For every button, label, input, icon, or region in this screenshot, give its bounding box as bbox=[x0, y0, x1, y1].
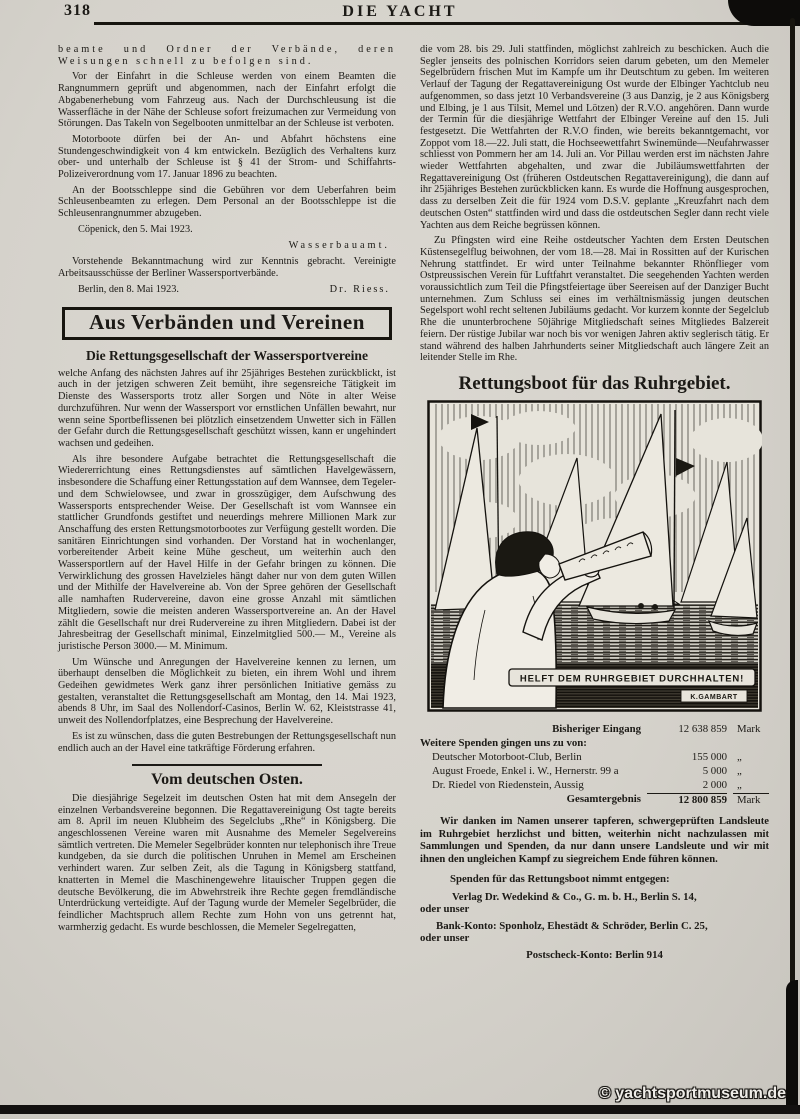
paragraph: Vorstehende Bekanntmachung wird zur Kenntnis gebracht. Vereinigte Arbeitsausschüsse der Berliner Wassersportverbände. bbox=[58, 256, 396, 279]
article-heading-rettungsboot: Rettungsboot für das Ruhrgebiet. bbox=[458, 372, 731, 394]
watermark: © yachtsportmuseum.de bbox=[599, 1085, 786, 1102]
illustration-signature: K.GAMBART bbox=[690, 693, 738, 701]
prior-total-amount: 12 638 859 bbox=[678, 723, 727, 736]
more-donations-label: Weitere Spenden gingen uns zu von: bbox=[420, 737, 587, 750]
address-oder-unser: oder unser bbox=[420, 931, 470, 944]
section-box-heading: Aus Verbänden und Vereinen bbox=[62, 307, 392, 340]
signature-wasserbauamt: Wasserbauamt. bbox=[288, 239, 390, 251]
address-oder-unser: oder unser bbox=[420, 903, 470, 916]
dateline-signature-row bbox=[58, 284, 390, 296]
dateline: Cöpenick, den 5. Mai 1923. bbox=[78, 223, 193, 235]
paragraph: Zu Pfingsten wird eine Reihe ostdeutscher Yachten dem Ersten Deutschen Küstensegelflug beiwohnen, der vom 18.—28. Mai in Rossitten auf der Kurischen Nehrung stattfindet. Er wird unter Teilnahme bekannter Rhönflieger vom Ostpreussischen Verein für Luftfahrt veranstaltet. Die seegehenden Yachten werden voraussichtlich zum Teil die Pfingstfeiertage über Seereisen auf der Danziger Bucht unternehmen. Zum Schluss sei eines im verhältnismässig jungen deutschen Segelsport wohl recht seltenen Jubiläums gedacht. Vor kurzem konnte der Segelclub Rhe die ununterbrochene 50jährige Mitgliedschaft seines Mitgliedes Balzereit feiern. Der rüstige Jubilar war noch bis vor wenigen Jahren aktiv seglerisch tätig. Er stand während des halben Jahrhunderts seiner Mitgliedschaft auch längere Zeit an leitender Stelle im Rhe. bbox=[420, 235, 769, 364]
signature-dr-riess: Dr. Riess. bbox=[329, 283, 390, 295]
scan-edge-right bbox=[790, 18, 795, 1076]
donor-unit: „ bbox=[737, 765, 742, 778]
prior-total-label: Bisheriger Eingang bbox=[552, 723, 641, 736]
paragraph: Die diesjährige Segelzeit im deutschen Osten hat mit dem Ansegeln der einzelnen Verbandsvereine begonnen. Die Regattavereinigung Ost tagte bereits am 8. April im neuen Klubheim des Segelclubs „Rhe“ in Königsberg. Die angeschlossenen Vereine waren mit Ausnahme des Memeler Segelvereins sämtlich vertreten. Die Memeler Segelbrüder konnten nur telephonisch ihre Treue kundgeben, da sie durch die politischen Unruhen in Memel am Erscheinen verhindert waren. Zur selben Zeit, als die Tagung in Königsberg stattfand, knatterten in Memel die Maschinengewehre litauischer Truppen gegen die deutsche Bevölkerung, die im Abwehrstreik ihre Rechte gegen fremdländische Unterdrückung verteidigte. Auf der Tagung wurde der Memeler Segelbrüder, die feindlicher Machtspruch allem Rechte zum Hohn von uns getrennt hat, warmherzig gedacht. Es wurde beschlossen, die Memeler Segelregatten, bbox=[58, 792, 396, 933]
address-postscheck-konto: Postscheck-Konto: Berlin 914 bbox=[526, 949, 663, 962]
header-rule bbox=[94, 22, 794, 25]
thanks-paragraph: Wir danken im Namen unserer tapferen, schwergeprüften Landsleute im Ruhrgebiet herzlichst und bitten, weiterhin nicht nachzulassen mit Sammlungen und Spenden, da nur dann unsere Landsleute und wir mit ihnen den ungleichen Kampf zu siegreichem Ende führen können. bbox=[420, 816, 769, 865]
paragraph: Um Wünsche und Anregungen der Havelvereine kennen zu lernen, um überhaupt denselben die Möglichkeit zu bieten, ein ihrem Wohl und ihrem Gedeihen gewidmetes Werk ganz ihrer persönlichen Initiative gemäss zu gestalten, veranstaltet die Rettungsgesellschaft am Montag, den 14. Mai 1923, abends 8 Uhr, im Saal des Nollendorf-Casinos, Berlin W. 62, Kleiststrasse 41, unweit des Nollendorfplatzes, eine Besprechung der Havelvereine. bbox=[58, 656, 396, 727]
scan-edge-bottom bbox=[0, 1105, 800, 1114]
donor-name: Dr. Riedel von Riedenstein, Aussig bbox=[432, 779, 584, 792]
grand-total-unit: Mark bbox=[733, 793, 769, 807]
paragraph: Motorboote dürfen bei der An- und Abfahrt höchstens eine Stundengeschwindigkeit von 4 km entwickeln. Bezüglich des Verhaltens kurz ober- und unterhalb der Schleuse ist § 41 der Strom- und Schiffahrts-Polizeiverordnung vom 17. Januar 1896 zu beachten. bbox=[58, 133, 396, 181]
right-column bbox=[420, 44, 769, 962]
donor-amount: 5 000 bbox=[702, 765, 727, 778]
page-number: 318 bbox=[64, 2, 91, 19]
address-bank-konto: Bank-Konto: Sponholz, Ehestädt & Schröder, Berlin C. 25, bbox=[436, 919, 708, 932]
left-column bbox=[58, 44, 396, 937]
article-heading-vom-deutschen-osten: Vom deutschen Osten. bbox=[151, 771, 303, 789]
sailboats-megaphone-drawing bbox=[427, 400, 762, 712]
paragraph: Es ist zu wünschen, dass die guten Bestrebungen der Rettungsgesellschaft nun endlich auch an der Havel eine tatkräftige Förderung erfahren. bbox=[58, 730, 396, 754]
article-heading-rettungsgesellschaft: Die Rettungsgesellschaft der Wassersportvereine bbox=[85, 348, 369, 364]
masthead-title: DIE YACHT bbox=[342, 3, 458, 20]
paragraph: welche Anfang des nächsten Jahres auf ihr 25jähriges Bestehen zurückblickt, ist auch in der jetzigen schweren Zeit bemüht, ihre segensreiche Tätigkeit im Dienste des Wassersports trotz aller Sorgen und Nöte in alter Weise durchzuführen. Nur wenn der Wassersport vor ernstlichen Unfällen bewahrt, nur wenn seine Sportbeflissenen bei plötzlich einsetzendem Unwetter sich in Fällen der Gefahr durch die Rettungsgesellschaft geschützt wissen, kann er ungehindert wachsen und gedeihen. bbox=[58, 367, 396, 449]
donor-amount: 155 000 bbox=[691, 751, 727, 764]
illustration-caption: HELFT DEM RUHRGEBIET DURCHHALTEN! bbox=[519, 673, 745, 685]
paragraph-continued: beamte und Ordner der Verbände, deren Weisungen schnell zu befolgen sind. bbox=[58, 44, 396, 67]
paragraph: Als ihre besondere Aufgabe betrachtet die Rettungsgesellschaft die Wiedererrichtung eines Rettungsdienstes auf sämtlichen Havelgewässern, insbesondere die Schaffung einer Rettungsstation auf dem Wannsee, dem Tegeler- und dem Schwielowsee, und zwar in grosszügiger, dem Aufschwung des Wassersports entsprechender Weise. Der Gesellschaft ist vom Wannsee ein stattlicher Grundfonds gestiftet und neuerdings mehrere Millionen Mark zur Anschaffung des ersten Rettungsmotorbootes zur Verfügung gestellt worden. Die sanitären Einrichtungen sind vorhanden. Der Vorstand hat in wochenlanger, vorbereitender Arbeit keine Mühe gescheut, um weiterhin auch den Wassersportlern auf der Havel Hilfe in der Gefahr bringen zu können. Die Verwirklichung des grossen Havelzieles hängt daher nur von dem guten Willen und der Mithilfe der Havelvereine ab. Von der Spree gehören der Gesellschaft alle namhaften Rudervereine, davon eine grosse Anzahl mit sämtlichen Mitgliedern, sowie die meisten anderen Wassersportvereine an. An der Havel zählt die Gesellschaft nur drei Rudervereine zu ihren Mitgliedern. Dabei ist der Jahresbeitrag der Gesellschaft minimal, Einzelmitglied 500.— M., Vereine als juristische Person 3000.— M. Minimum. bbox=[58, 453, 396, 652]
scan-edge-right-bottom bbox=[786, 980, 798, 1110]
prior-total-unit: Mark bbox=[737, 723, 761, 736]
ruhr-illustration bbox=[427, 400, 762, 716]
paragraph: An der Bootsschleppe sind die Gebühren vor dem Ueberfahren beim Schleusenbeamten zu erlegen. Dem Personal an der Bootsschleppe ist die Schleusenrangnummer abzugeben. bbox=[58, 184, 396, 220]
donations-table bbox=[420, 723, 769, 807]
section-divider bbox=[132, 764, 322, 766]
grand-total-label: Gesamtergebnis bbox=[566, 793, 641, 806]
donor-unit: „ bbox=[737, 779, 742, 792]
grand-total-amount: 12 800 859 bbox=[647, 793, 727, 807]
donor-name: August Froede, Enkel i. W., Hernerstr. 99 a bbox=[432, 765, 619, 778]
paragraph: Vor der Einfahrt in die Schleuse werden von einem Beamten die Rangnummern geprüft und abgenommen, nach der Einfahrt erfolgt die Abgabenerhebung vom Fahrzeug aus. Nach der Durchschleusung ist die Wasserfläche in der Nähe der Schleuse sofort freizumachen zur Vermeidung von Störungen. Das Takeln von Segelbooten unmittelbar an der Schleuse ist verboten. bbox=[58, 71, 396, 130]
dateline: Berlin, den 8. Mai 1923. bbox=[78, 283, 179, 295]
paragraph: die vom 28. bis 29. Juli stattfinden, möglichst zahlreich zu beschicken. Auch die Segler jenseits des polnischen Korridors seien darum gebeten, um den Memeler Segelbrüdern frischen Mut im Kampfe um ihr Deutschtum zu geben. Im weiteren Verlauf der Tagung der Regattavereinigung Ost wurde der Elbinger Yachtclub neu aufgenommen, so dass jetzt 10 Verbandsvereine (3 aus Danzig, je 2 aus Königsberg und Elbing, je 1 aus Tilsit, Memel und Lötzen) der R.V.O. angehören. Dann wurde der Termin für die diesjährige Wettfahrt der Elbinger Vereine auf den 15. Juli festgesetzt. Die Wettfahrten der R.V.O finden, wie bereits bekanntgemacht, vor Zoppot vom 18.—22. Juli statt, die Hochseewettfahrt Swinemünde—Neufahrwasser schliesst von Pommern her am 14. Juli an. Vor Pillau werden erst im nächsten Jahre wieder Wettfahrten abgehalten, und zwar die Jubiläumswettfahrten der Regattavereinigung Ost (früheren Ostdeutschen Regattavereinigung), die dann auf ihr 25jähriges Bestehen zurückblicken kann. Es wurde die Hoffnung ausgesprochen, dass zu derselben Zeit die für 1924 vom D.S.V. geplante „Kreuzfahrt nach dem deutschen Osten“ stattfinden wird und dass die ostdeutschen Segler dann recht viele Yachten aus dem Reiche begrüssen können. bbox=[420, 44, 769, 231]
donor-amount: 2 000 bbox=[702, 779, 727, 792]
donor-name: Deutscher Motorboot-Club, Berlin bbox=[432, 751, 582, 764]
collect-heading: Spenden für das Rettungsboot nimmt entgegen: bbox=[450, 873, 670, 886]
address-verlag: Verlag Dr. Wedekind & Co., G. m. b. H., Berlin S. 14, bbox=[452, 890, 697, 903]
donor-unit: „ bbox=[737, 751, 742, 764]
